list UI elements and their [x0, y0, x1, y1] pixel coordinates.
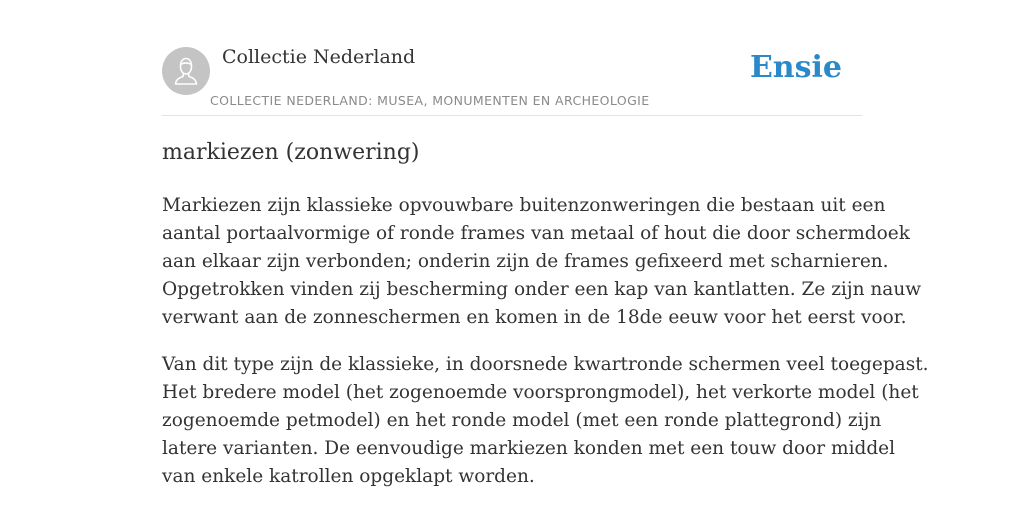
- article-paragraph: [162, 192, 922, 332]
- author-subtitle: COLLECTIE NEDERLAND: MUSEA, MONUMENTEN EN ARCHEOLOGIE: [210, 93, 650, 108]
- brand-logo[interactable]: Ensie: [749, 50, 842, 85]
- paragraph-line: Van dit type zijn de klassieke, in doorsnede kwartronde schermen veel toegepast.: [162, 354, 929, 375]
- header: [162, 40, 862, 116]
- paragraph-line: zogenoemde petmodel) en het ronde model (met een ronde plattegrond) zijn: [162, 410, 882, 431]
- article-body: [162, 192, 929, 510]
- paragraph-line: Het bredere model (het zogenoemde voorsprongmodel), het verkorte model (het: [162, 382, 919, 403]
- avatar[interactable]: [162, 47, 210, 95]
- author-name[interactable]: Collectie Nederland: [222, 46, 416, 68]
- paragraph-line: Opgetrokken vinden zij bescherming onder een kap van kantlatten. Ze zijn nauw: [162, 279, 922, 300]
- paragraph-line: aan elkaar zijn verbonden; onderin zijn de frames gefixeerd met scharnieren.: [162, 251, 889, 272]
- user-silhouette-icon: [162, 47, 210, 95]
- paragraph-line: Markiezen zijn klassieke opvouwbare buitenzonweringen die bestaan uit een: [162, 195, 886, 216]
- article-title: markiezen (zonwering): [162, 140, 420, 165]
- paragraph-line: verwant aan de zonneschermen en komen in de 18de eeuw voor het eerst voor.: [162, 307, 907, 328]
- paragraph-line: van enkele katrollen opgeklapt worden.: [162, 466, 535, 487]
- paragraph-line: latere varianten. De eenvoudige markiezen konden met een touw door middel: [162, 438, 896, 459]
- article-paragraph: [162, 351, 929, 491]
- paragraph-line: aantal portaalvormige of ronde frames van metaal of hout die door schermdoek: [162, 223, 910, 244]
